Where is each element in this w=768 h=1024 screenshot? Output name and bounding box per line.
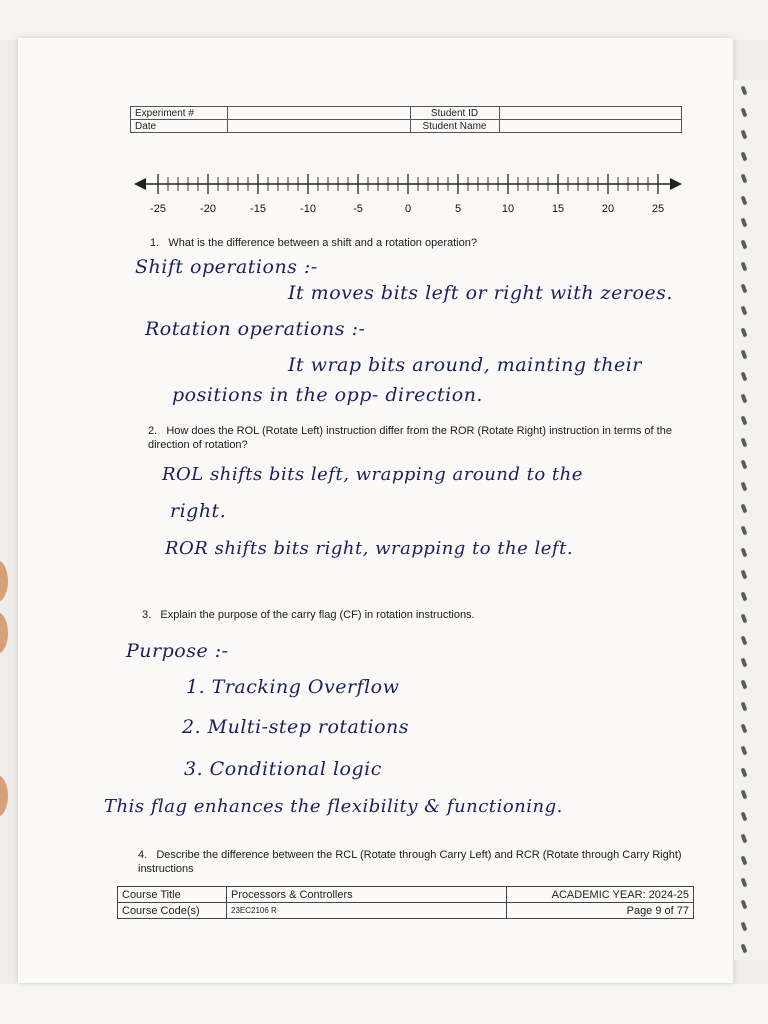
spiral-hole [741,724,748,734]
handwritten-answer-line: Purpose :- [126,640,229,662]
number-line-label: 25 [651,203,665,215]
spiral-hole [741,526,748,536]
spiral-hole [741,350,748,360]
number-line-label: -15 [250,203,266,215]
student-name-label: Student Name [410,120,499,133]
spiral-hole [741,504,748,514]
finger [0,612,8,654]
spiral-hole [741,306,748,316]
spiral-hole [741,262,748,272]
spiral-hole [741,372,748,382]
experiment-header-table [130,106,682,133]
spiral-hole [741,86,748,96]
spiral-hole [741,680,748,690]
handwritten-answer-line: This flag enhances the flexibility & functioning. [104,796,563,817]
spiral-hole [741,130,748,140]
academic-year: ACADEMIC YEAR: 2024-25 [507,887,694,903]
handwritten-answer-line: ROR shifts bits right, wrapping to the left. [165,538,574,559]
spiral-hole [741,834,748,844]
number-line-label: 20 [601,203,615,215]
number-line-label: -20 [200,203,216,215]
number-line-label: -5 [353,203,363,215]
number-line-label: 5 [454,203,462,215]
handwritten-answer-line: positions in the opp- direction. [172,384,483,406]
handwritten-answer-line: ROL shifts bits left, wrapping around to the [162,464,583,485]
course-code-label: Course Code(s) [118,903,227,919]
number-line-label: 0 [404,203,412,215]
date-value [228,120,411,133]
finger [0,560,8,602]
question-number: 4. [138,849,148,861]
course-code-value: 23EC2106 R [227,903,507,919]
spiral-hole [741,768,748,778]
question-text: What is the difference between a shift and a rotation operation? [168,237,477,249]
spiral-hole [741,108,748,118]
course-title-label: Course Title [118,887,227,903]
date-label: Date [131,120,228,133]
spiral-hole [741,878,748,888]
handwritten-answer-line: right. [170,500,227,522]
paper-stack-bottom [0,984,768,1024]
spiral-hole [741,922,748,932]
question-number: 2. [148,425,158,437]
course-footer-table [117,886,694,919]
spiral-binding [734,80,768,960]
handwritten-answer-line: Rotation operations :- [145,318,366,340]
question-text: Describe the difference between the RCL (Rotate through Carry Left) and RCR (Rotate through Carry Right) instructions [138,849,682,875]
question-text: Explain the purpose of the carry flag (CF) in rotation instructions. [160,609,475,621]
course-title-value: Processors & Controllers [227,887,507,903]
number-line-label: 15 [551,203,565,215]
handwritten-answer-line: It moves bits left or right with zeroes. [288,282,673,304]
spiral-hole [741,570,748,580]
spiral-hole [741,328,748,338]
handwritten-answer-line: 1. Tracking Overflow [186,676,400,698]
number-line-label: -10 [300,203,316,215]
handwritten-answer-line: 2. Multi-step rotations [182,716,410,738]
spiral-hole [741,240,748,250]
handwritten-answer-line: It wrap bits around, mainting their [288,354,642,376]
number-line-label: -25 [150,203,166,215]
spiral-hole [741,658,748,668]
spiral-hole [741,614,748,624]
experiment-value [228,107,411,120]
spiral-hole [741,196,748,206]
student-name-value [499,120,682,133]
handwritten-answer-line: Shift operations :- [135,256,318,278]
experiment-label: Experiment # [131,107,228,120]
question-4 [138,848,708,876]
spiral-hole [741,548,748,558]
spiral-hole [741,790,748,800]
paper-stack-top [0,0,768,40]
number-line-label: 10 [501,203,515,215]
spiral-hole [741,152,748,162]
spiral-hole [741,394,748,404]
question-number: 3. [142,609,152,621]
page-number: Page 9 of 77 [507,903,694,919]
question-text: How does the ROL (Rotate Left) instruction differ from the ROR (Rotate Right) instruction in terms of the direction of rotation? [148,425,672,451]
spiral-hole [741,416,748,426]
spiral-hole [741,482,748,492]
number-line [130,160,690,220]
student-id-value [499,107,682,120]
student-id-label: Student ID [410,107,499,120]
spiral-hole [741,284,748,294]
spiral-hole [741,218,748,228]
spiral-hole [741,856,748,866]
spiral-hole [741,746,748,756]
spiral-hole [741,460,748,470]
spiral-hole [741,636,748,646]
handwritten-answer-line: 3. Conditional logic [184,758,382,780]
finger [0,775,8,817]
spiral-hole [741,702,748,712]
spiral-hole [741,174,748,184]
spiral-hole [741,944,748,954]
spiral-hole [741,592,748,602]
right-arrow-icon [670,178,682,190]
question-number: 1. [150,237,160,249]
question-3 [142,608,475,622]
left-arrow-icon [134,178,146,190]
spiral-hole [741,438,748,448]
question-2 [148,424,693,452]
spiral-hole [741,812,748,822]
question-1 [150,236,477,250]
spiral-hole [741,900,748,910]
